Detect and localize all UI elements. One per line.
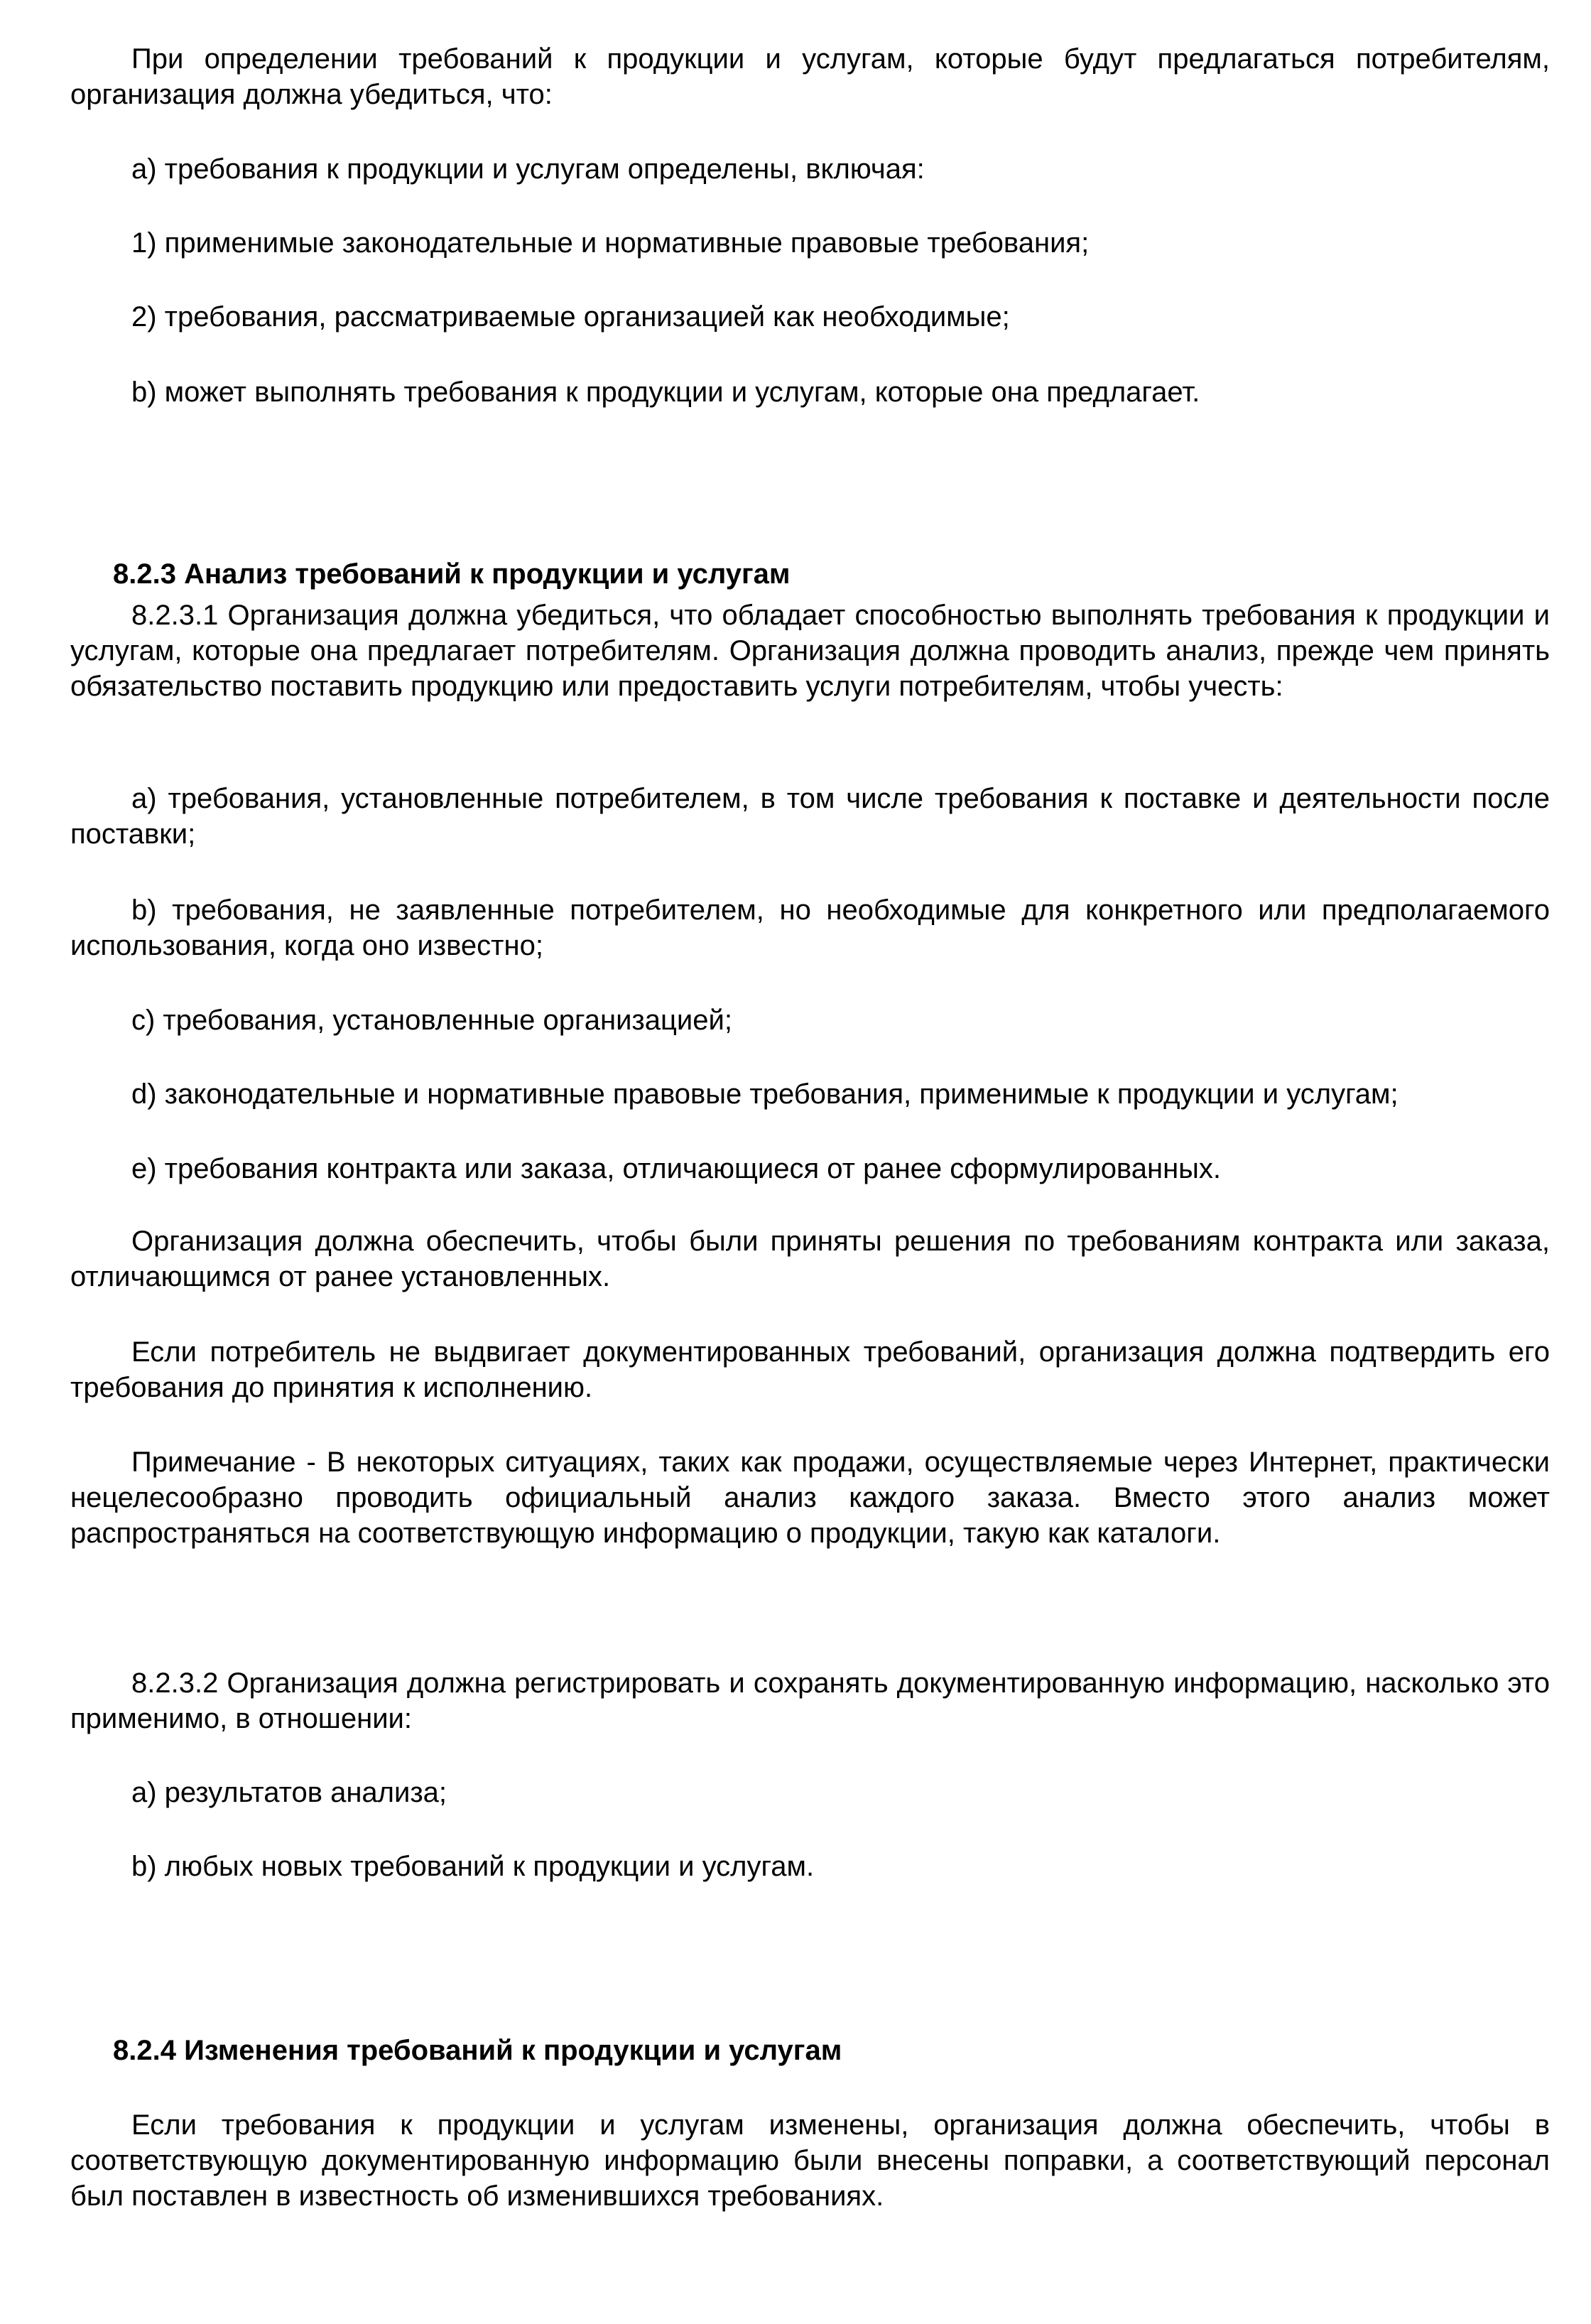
section-heading-8-2-4: 8.2.4 Изменения требований к продукции и услугам <box>113 2035 842 2066</box>
list-item-new-requirements: b) любых новых требований к продукции и услугам. <box>131 1851 815 1882</box>
intro-list-item-b: b) может выполнять требования к продукции и услугам, которые она предлагает. <box>131 377 1200 408</box>
changes-paragraph: Если требования к продукции и услугам изменены, организация должна обеспечить, чтобы в соответствующую документированную информацию были внесены поправки, а соответствующий персонал был поставлен в известность об изменившихся требованиях. <box>70 2109 1550 2212</box>
list-item-d: d) законодательные и нормативные правовые требования, применимые к продукции и услугам; <box>131 1079 1399 1110</box>
intro-list-item-a: a) требования к продукции и услугам определены, включая: <box>131 153 925 185</box>
section-heading-8-2-3: 8.2.3 Анализ требований к продукции и услугам <box>113 558 791 590</box>
paragraph-8-2-3-2: 8.2.3.2 Организация должна регистрировать и сохранять документированную информацию, насколько это применимо, в отношении: <box>70 1668 1550 1734</box>
list-item-c: c) требования, установленные организацией; <box>131 1005 732 1036</box>
list-item-b: b) требования, не заявленные потребителем, но необходимые для конкретного или предполагаемого использования, когда оно известно; <box>70 895 1550 961</box>
intro-list-item-1: 1) применимые законодательные и нормативные правовые требования; <box>131 227 1090 259</box>
note-paragraph: Примечание - В некоторых ситуациях, таких как продажи, осуществляемые через Интернет, практически нецелесообразно проводить официальный анализ каждого заказа. Вместо этого анализ может распространяться на соответствующую информацию о продукции, такую как каталоги. <box>70 1447 1550 1549</box>
intro-list-item-2: 2) требования, рассматриваемые организацией как необходимые; <box>131 301 1010 333</box>
list-item-e: e) требования контракта или заказа, отличающиеся от ранее сформулированных. <box>131 1153 1222 1184</box>
paragraph-8-2-3-1: 8.2.3.1 Организация должна убедиться, что обладает способностью выполнять требования к продукции и услугам, которые она предлагает потребителям. Организация должна проводить анализ, прежде чем принять обязательство поставить продукцию или предоставить услуги потребителям, чтобы учесть: <box>70 600 1550 702</box>
undocumented-requirements-paragraph: Если потребитель не выдвигает документированных требований, организация должна подтвердить его требования до принятия к исполнению. <box>70 1336 1550 1403</box>
list-item-results: a) результатов анализа; <box>131 1777 447 1808</box>
intro-paragraph: При определении требований к продукции и услугам, которые будут предлагаться потребителям, организация должна убедиться, что: <box>70 43 1550 110</box>
decisions-paragraph: Организация должна обеспечить, чтобы были приняты решения по требованиям контракта или заказа, отличающимся от ранее установленных. <box>70 1226 1550 1292</box>
list-item-a: a) требования, установленные потребителем, в том числе требования к поставке и деятельности после поставки; <box>70 783 1550 850</box>
